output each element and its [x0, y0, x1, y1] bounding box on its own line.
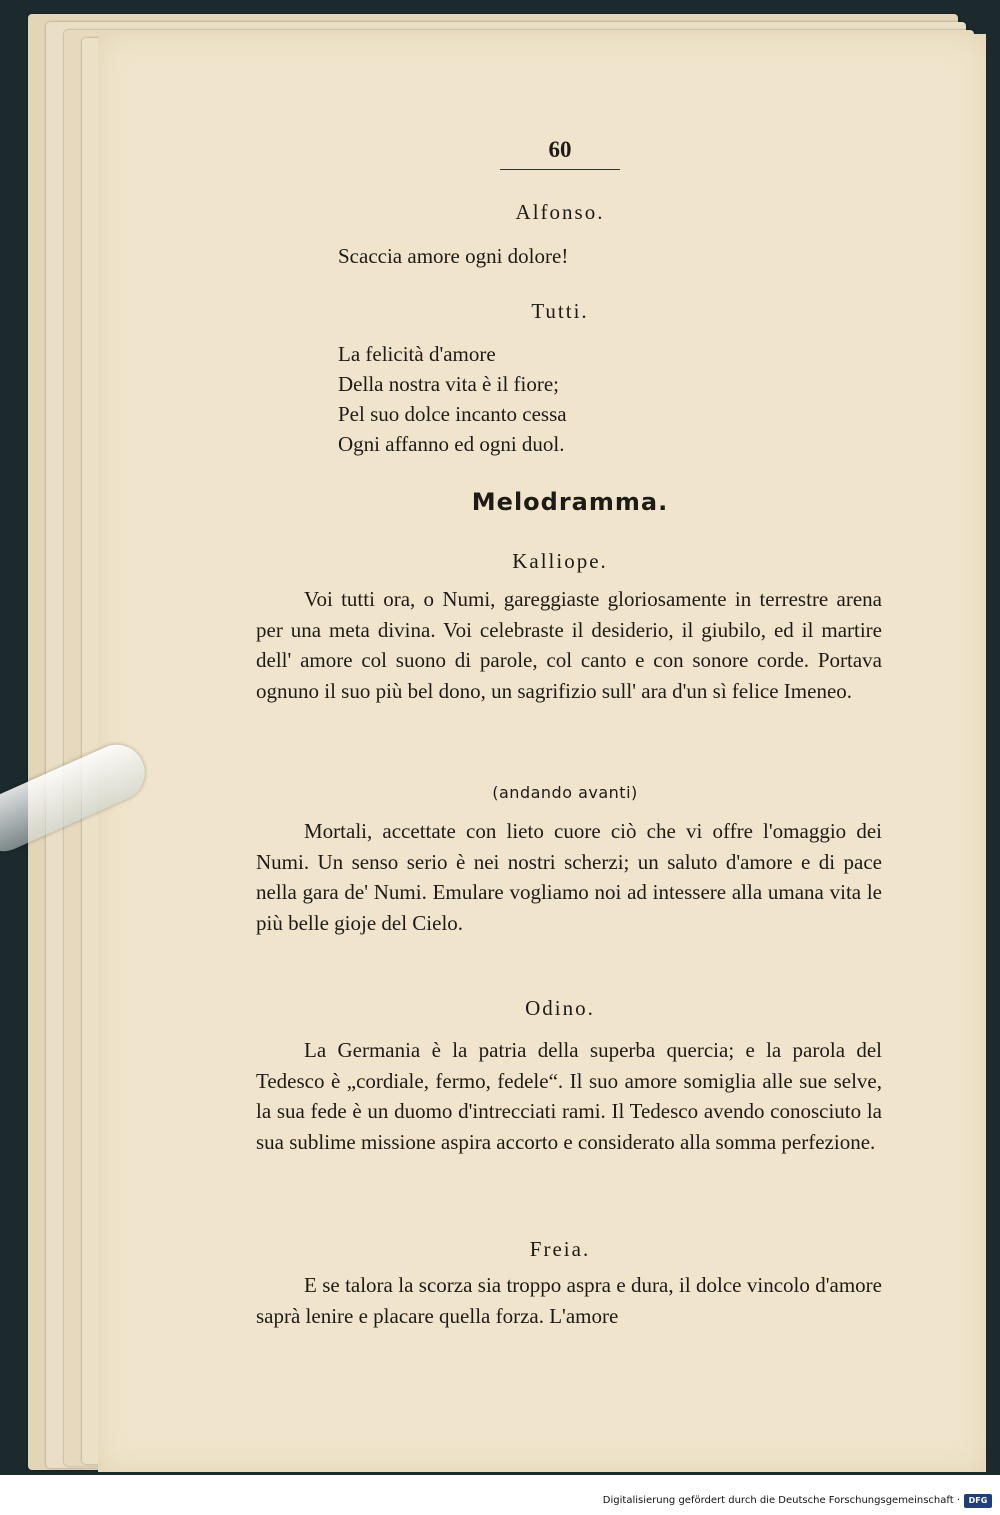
page-number: 60 [548, 137, 572, 162]
header-rule [500, 169, 620, 170]
speaker-odino: Odino. [525, 996, 595, 1020]
speaker-freia: Freia. [529, 1237, 591, 1261]
dfg-logo-icon: DFG [964, 1494, 992, 1508]
stage-direction: (andando avanti) [492, 783, 638, 802]
verse-line: La felicità d'amore [338, 342, 496, 366]
footer-credit: Digitalisierung gefördert durch die Deutsche Forschungsgemeinschaft · [602, 1495, 960, 1506]
freia-paragraph: E se talora la scorza sia troppo aspra e dura, il dolce vincolo d'amore saprà lenire e placare quella forza. L'amore [256, 1273, 882, 1328]
section-heading: Melodramma. [471, 488, 669, 516]
speaker-kalliope: Kalliope. [512, 549, 608, 573]
odino-paragraph: La Germania è la patria della superba quercia; e la parola del Tedesco è „cordiale, fermo, fedele“. Il suo amore somiglia alle sue selve, la sua fede è un duomo d'intrecciati rami. Il Tedesco avendo conosciuto la sua sublime missione aspira accorto e considerato alla somma perfezione. [256, 1038, 882, 1154]
speaker-alfonso: Alfonso. [515, 200, 605, 224]
verse-line: Ogni affanno ed ogni duol. [338, 432, 565, 456]
kalliope-paragraph-2: Mortali, accettate con lieto cuore ciò che vi offre l'omaggio dei Numi. Un senso serio è nei nostri scherzi; un saluto d'amore e di pace nella gara de' Numi. Emulare vogliamo noi ad intessere alla umana vita le più belle gioje del Cielo. [256, 819, 882, 935]
kalliope-paragraph: Voi tutti ora, o Numi, gareggiaste gloriosamente in terrestre arena per una meta divina. Voi celebraste il desiderio, il giubilo, ed il martire dell' amore col suono di parole, col canto e con sonore corde. Portava ognuno il suo più bel dono, un sagrifizio sull' ara d'un sì felice Imeneo. [256, 587, 882, 703]
footer-bar [0, 1475, 1000, 1515]
speaker-tutti: Tutti. [531, 299, 589, 323]
verse-line: Pel suo dolce incanto cessa [338, 402, 567, 426]
alfonso-line: Scaccia amore ogni dolore! [338, 244, 569, 268]
tutti-verse [338, 339, 567, 459]
verse-line: Della nostra vita è il fiore; [338, 372, 560, 396]
